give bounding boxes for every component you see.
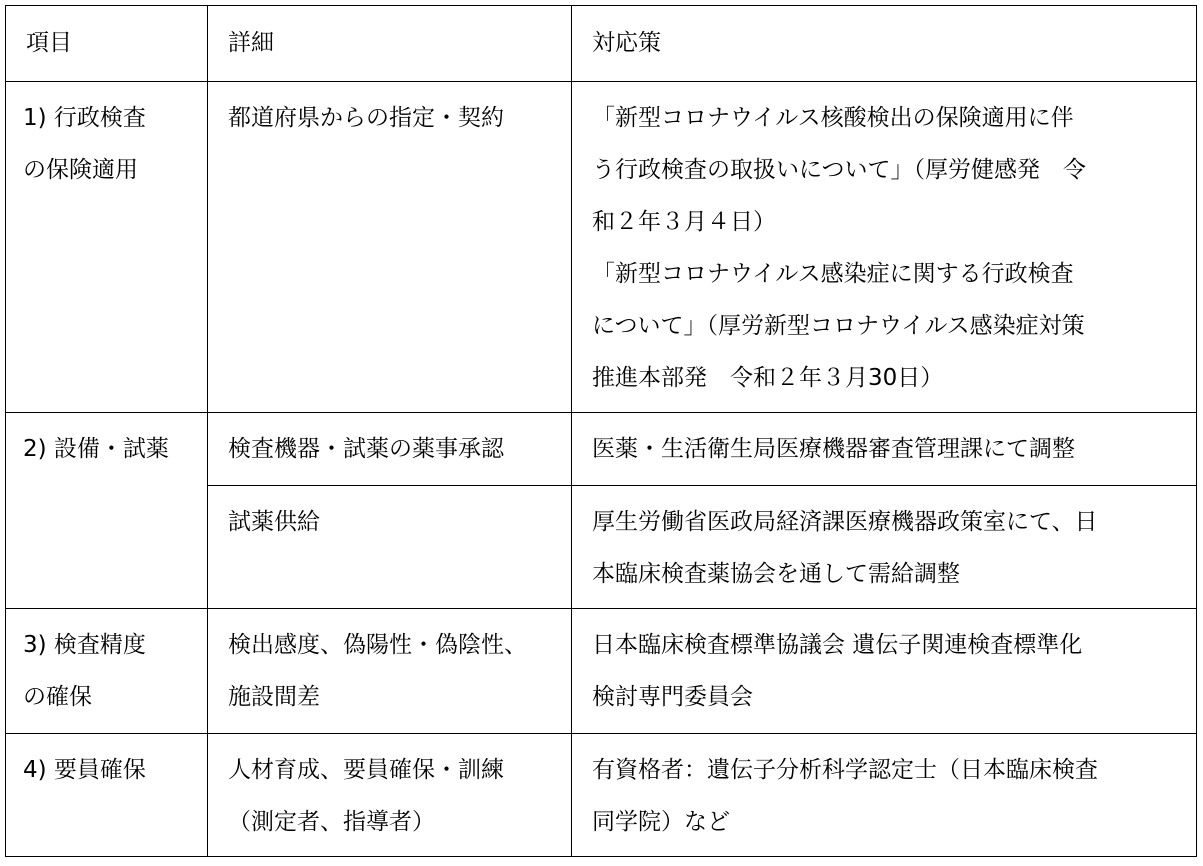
item-text: 3) 検査精度 — [23, 632, 146, 658]
header-item: 項目 — [6, 6, 208, 82]
measure-text: 「新型コロナウイルス感染症に関する行政検査 — [592, 261, 1074, 287]
detail-cell — [208, 486, 572, 609]
detail-cell — [208, 734, 572, 857]
detail-cell — [208, 609, 572, 734]
table-row — [6, 413, 1197, 486]
detail-text: 検出感度、偽陽性・偽陰性、 — [228, 632, 527, 658]
measure-text: 有資格者：遺伝子分析科学認定士（日本臨床検査 — [592, 757, 1098, 783]
measure-text: 厚生労働省医政局経済課医療機器政策室にて、日 — [592, 509, 1098, 535]
measure-text: 推進本部発 令和２年３月30日） — [592, 365, 944, 391]
table-row — [6, 734, 1197, 857]
item-text: 2) 設備・試薬 — [23, 436, 169, 462]
item-cell — [6, 82, 208, 413]
measure-cell — [572, 486, 1197, 609]
measure-text: 同学院）など — [592, 809, 730, 835]
detail-text: 都道府県からの指定・契約 — [228, 105, 504, 131]
measure-text: 本臨床検査薬協会を通して需給調整 — [592, 561, 960, 587]
header-row — [6, 6, 1197, 82]
measure-cell — [572, 609, 1197, 734]
measure-text: 日本臨床検査標準協議会 遺伝子関連検査標準化 — [592, 632, 1083, 658]
measure-text: 検討専門委員会 — [592, 684, 753, 710]
measure-cell — [572, 82, 1197, 413]
measures-table — [5, 5, 1197, 857]
table-row — [6, 609, 1197, 734]
measure-text: う行政検査の取扱いについて」（厚労健感発 令 — [592, 157, 1087, 183]
item-cell — [6, 413, 208, 609]
header-measure: 対応策 — [572, 6, 1197, 82]
item-text: 4) 要員確保 — [23, 757, 146, 783]
header-detail: 詳細 — [208, 6, 572, 82]
detail-text: （測定者、指導者） — [228, 809, 435, 835]
detail-text: 人材育成、要員確保・訓練 — [228, 757, 504, 783]
measure-text: 和２年３月４日） — [592, 209, 776, 235]
detail-text: 施設間差 — [228, 684, 320, 710]
measure-text: 医薬・生活衛生局医療機器審査管理課にて調整 — [592, 436, 1075, 462]
measure-cell — [572, 413, 1197, 486]
detail-text: 検査機器・試薬の薬事承認 — [228, 436, 504, 462]
item-cell — [6, 609, 208, 734]
detail-cell — [208, 82, 572, 413]
item-text: の保険適用 — [23, 157, 138, 183]
detail-cell — [208, 413, 572, 486]
table-row — [6, 82, 1197, 413]
detail-text: 試薬供給 — [228, 509, 320, 535]
item-cell — [6, 734, 208, 857]
measure-text: 「新型コロナウイルス核酸検出の保険適用に伴 — [592, 105, 1074, 131]
item-text: の確保 — [23, 684, 92, 710]
item-text: 1) 行政検査 — [23, 105, 146, 131]
measure-cell — [572, 734, 1197, 857]
measure-text: について」（厚労新型コロナウイルス感染症対策 — [592, 313, 1085, 339]
